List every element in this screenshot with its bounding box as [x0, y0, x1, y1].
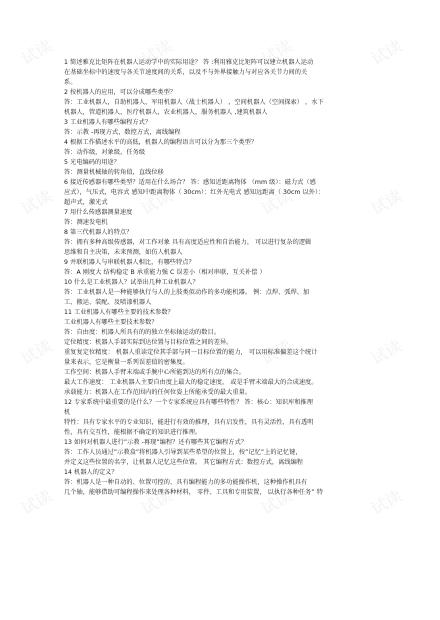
- question-heading: 5 光电编码的用途？: [64, 159, 120, 166]
- text-line: 1 简述雅克比矩阵在机器人运动学中的实际用途？ 答 :利用雅克比矩阵可以建立机器人运动: [64, 59, 314, 66]
- question-heading: 6 接近传感器有哪些类型？适用在什么场合？ 答：感知近距离物体 （mm 级）：磁力式（感: [64, 179, 316, 186]
- watermark: 试读: [367, 336, 406, 369]
- text-line: 在基础坐标中的速度与各关节速度间的关系，以及不与外界接触力与对应各关节力间的关: [64, 69, 308, 76]
- watermark: 试读: [257, 486, 296, 519]
- document-body: [64, 58, 394, 498]
- text-line: 答：工业机器人，自助机器人，军用机器人（战士机器人） ，空间机器人（空间探索） ，水下: [64, 99, 324, 106]
- text-line: 性，具有交互性，能根据不确定的知识进行推理。: [64, 429, 202, 436]
- question-heading: 11 工业机器人有哪些主要的技术参数？: [64, 309, 174, 316]
- text-line: 机: [64, 409, 71, 416]
- question-heading: 12 专家系统中最重要的是什么？一个专家系统应具有哪些特性？ 答：核心：知识库和推理: [64, 399, 314, 406]
- question-heading: 3 工业机器人有哪些编程方式？: [64, 119, 152, 126]
- watermark: 试读: [257, 186, 296, 219]
- text-line: 工业机器人有哪些主要技术参数？: [64, 319, 158, 326]
- text-line: 答：示教 -再现方式，数控方式，离线编程: [64, 129, 181, 136]
- text-line: 答：拥有多种高级传感器，对工作对象 具有高度适应性和自治能力， 可以进行复杂的逻辑: [64, 239, 312, 246]
- text-line: 并定义这些位置的名字，让机器人记忆这些位置。 其它编程方式：数控方式，离线编程: [64, 459, 304, 466]
- watermark: 试读: [17, 36, 56, 69]
- text-line: 特性：具有专家水平的专业知识，能进行有效的推理，具有启发性，具有灵活性，具有透明: [64, 419, 314, 426]
- text-line: 定位精度：机器人手部实际到达位置与目标位置之间的差异。: [64, 339, 233, 346]
- question-heading: 7 用什么传感器测量速度: [64, 209, 133, 216]
- question-heading: 4 根据工作描述水平的高低，机器人的编程语言可以分为那三个类型？: [64, 139, 258, 146]
- watermark: 试读: [367, 486, 406, 519]
- watermark: 试读: [137, 36, 176, 69]
- watermark: 试读: [17, 486, 56, 519]
- watermark: 试读: [367, 36, 406, 69]
- watermark: 试读: [137, 336, 176, 369]
- text-line: 重复复定位精度： 机器人重读定位其手部与同一目标位置的能力， 可以用标准偏差这个统计: [64, 349, 318, 356]
- text-line: 应式），气压式，电容式 感知中距离物体（ 30cm）：红外光电式 感知远距离（ 30cm 以外）：: [64, 189, 325, 196]
- text-line: 答：工作人员通过”示教盒”将机器人引导到某些希望的位置上，按”记忆”上的记忆键，: [64, 449, 302, 456]
- watermark: 试读: [367, 186, 406, 219]
- text-line: 系。: [64, 79, 77, 86]
- question-heading: 13 如何对机器人进行”示教 -再现”编程？还有哪些其它编程方式？: [64, 439, 247, 446]
- text-line: 量来表示，它是衡量一系列误差值的密集度。: [64, 359, 189, 366]
- text-line: 机器人，管道机器人，医疗机器人，农业机器人，服务机器人 ,建筑机器人: [64, 109, 268, 116]
- text-line: 工、搬运、装配、及喷漆机器人: [64, 299, 152, 306]
- watermark: 试读: [137, 186, 176, 219]
- text-line: 答：测速发电机: [64, 219, 108, 226]
- text-line: 承载能力：机器人在工作范围内的任何位姿上所能承受的最大重量。: [64, 389, 252, 396]
- question-heading: 9 并联机器人与串联机器人相比，有哪些特点？: [64, 259, 195, 266]
- question-heading: 10 什么是工业机器人？试举出几种工业机器人？: [64, 279, 199, 286]
- text-line: 几个轴，能够借助可编程操作来处理各种材料， 零件、工具和专用装置， 以执行各种任务” 特: [64, 489, 323, 496]
- question-heading: 8 第三代机器人的特点？: [64, 229, 133, 236]
- text-line: 答：工业机器人是一种能够执行与人的上肢类似动作的多功能机器。 例：点焊、弧焊、加: [64, 289, 310, 296]
- question-heading: 14 机器人的定义？: [64, 469, 118, 476]
- text-line: 答：动作级，对象级，任务级: [64, 149, 146, 156]
- watermark: 试读: [17, 336, 56, 369]
- text-line: 答：机器人是一种自动的、位置可控的、具有编程能力的多功能操作机，这种操作机具有: [64, 479, 308, 486]
- text-line: 答：测量机械轴的转角值，直线位移: [64, 169, 164, 176]
- text-line: 最大工作速度： 工业机器人主要自由度上最大的稳定速度， 或是手臂末端最大的合成速度。: [64, 379, 318, 386]
- watermark: 试读: [137, 486, 176, 519]
- watermark: 试读: [17, 186, 56, 219]
- text-line: 思维和自主决策，未来预测，如仿人机器人: [64, 249, 183, 256]
- text-line: 超声式，激光式: [64, 199, 108, 206]
- watermark: 试读: [257, 36, 296, 69]
- text-line: 工作空间：机器人手臂末端或手腕中心所能到达的所有点的集合。: [64, 369, 245, 376]
- text-line: 答：自由度：机器人所具有的的独立坐标轴运动的数目。: [64, 329, 220, 336]
- question-heading: 2 按机器人的应用，可以分成哪些类型？: [64, 89, 177, 96]
- text-line: 答：A 刚度大 结构稳定 B 承重能力强 C 误差小（相对串联，互关补偿 ）: [64, 269, 266, 276]
- watermark: 试读: [257, 336, 296, 369]
